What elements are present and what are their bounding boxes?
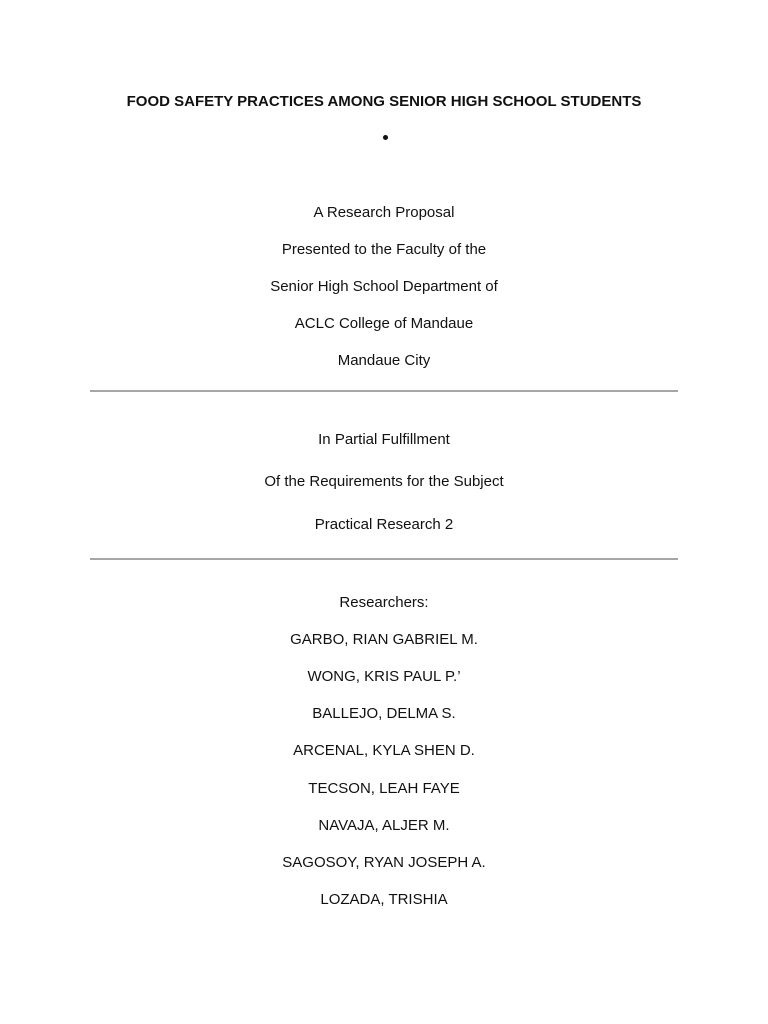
section-divider xyxy=(90,558,678,560)
proposal-line: Presented to the Faculty of the xyxy=(281,241,487,258)
fulfillment-line: In Partial Fulfillment xyxy=(318,431,450,448)
document-title: FOOD SAFETY PRACTICES AMONG SENIOR HIGH SCHOOL STUDENTS xyxy=(126,93,642,110)
researcher-name: TECSON, LEAH FAYE xyxy=(308,780,460,797)
fulfillment-line: Practical Research 2 xyxy=(314,516,454,533)
researcher-name: NAVAJA, ALJER M. xyxy=(318,817,450,834)
researcher-name: LOZADA, TRISHIA xyxy=(320,891,448,908)
proposal-line: Senior High School Department of xyxy=(270,278,498,295)
researcher-name: ARCENAL, KYLA SHEN D. xyxy=(293,742,475,759)
researcher-name: GARBO, RIAN GABRIEL M. xyxy=(290,631,478,648)
bullet-marker xyxy=(383,135,388,140)
proposal-line: A Research Proposal xyxy=(313,204,455,221)
proposal-line: Mandaue City xyxy=(337,352,431,369)
researcher-name: WONG, KRIS PAUL P.’ xyxy=(307,668,461,685)
researchers-label: Researchers: xyxy=(339,594,429,611)
proposal-line: ACLC College of Mandaue xyxy=(294,315,474,332)
researcher-name: BALLEJO, DELMA S. xyxy=(312,705,456,722)
fulfillment-line: Of the Requirements for the Subject xyxy=(264,473,504,490)
section-divider xyxy=(90,390,678,392)
researcher-name: SAGOSOY, RYAN JOSEPH A. xyxy=(282,854,486,871)
